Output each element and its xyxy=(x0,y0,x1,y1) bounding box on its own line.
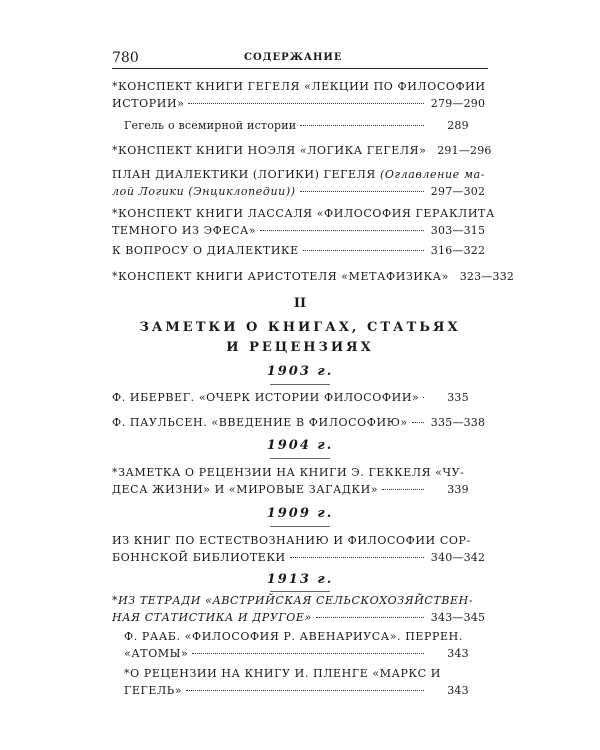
dot-leader xyxy=(303,250,424,251)
toc-entry xyxy=(124,665,488,699)
toc-entry xyxy=(112,268,515,285)
dot-leader xyxy=(423,397,424,398)
entry-last-line xyxy=(112,609,488,626)
entry-line: ГЕГЕЛЬ» xyxy=(124,684,183,697)
entry-pages: 343—345 xyxy=(430,611,486,624)
entry-line: ТЕМНОГО ИЗ ЭФЕСА» xyxy=(112,224,257,237)
section-numeral: II xyxy=(293,296,307,311)
section-title-line-1: ЗАМЕТКИ О КНИГАХ, СТАТЬЯХ xyxy=(139,320,461,335)
divider xyxy=(270,384,330,385)
toc-entry xyxy=(112,532,488,566)
toc-entry xyxy=(112,166,488,200)
dot-leader xyxy=(188,103,424,104)
entry-line: ИЗ КНИГ ПО ЕСТЕСТВОЗНАНИЮ И ФИЛОСОФИИ СОР- xyxy=(112,534,471,547)
toc-entry xyxy=(112,205,495,239)
dot-leader xyxy=(382,489,424,490)
dot-leader xyxy=(260,230,424,231)
entry-last-line xyxy=(112,389,488,406)
entry-last-line xyxy=(124,117,488,134)
entry-line: Ф. РААБ. «ФИЛОСОФИЯ Р. АВЕНАРИУСА». ПЕРРЕН. xyxy=(124,630,463,643)
toc-entry xyxy=(112,78,488,112)
entry-line: ИСТОРИИ» xyxy=(112,97,185,110)
year-heading-1909: 1909 г. xyxy=(266,506,334,521)
year-heading-1903: 1903 г. xyxy=(266,364,334,379)
entry-last-line xyxy=(112,142,492,159)
entry-line: Ф. ПАУЛЬСЕН. «ВВЕДЕНИЕ В ФИЛОСОФИЮ» xyxy=(112,416,408,429)
entry-pages: 303—315 xyxy=(430,224,486,237)
toc-entry xyxy=(112,142,492,159)
entry-line: *ЗАМЕТКА О РЕЦЕНЗИИ НА КНИГИ Э. ГЕККЕЛЯ «ЧУ- xyxy=(112,466,465,479)
toc-entry xyxy=(112,389,488,406)
toc-entry xyxy=(124,117,488,134)
dot-leader xyxy=(412,422,424,423)
entry-line: ДЕСА ЖИЗНИ» И «МИРОВЫЕ ЗАГАДКИ» xyxy=(112,483,379,496)
toc-entry xyxy=(112,464,488,498)
entry-pages: 289 xyxy=(447,119,469,132)
entry-text: ПЛАН ДИАЛЕКТИКИ (ЛОГИКИ) ГЕГЕЛЯ xyxy=(112,168,376,181)
entry-pages: 316—322 xyxy=(430,244,486,257)
header-rule xyxy=(112,68,488,69)
year-heading-1913: 1913 г. xyxy=(266,572,334,587)
entry-line: БОННСКОЙ БИБЛИОТЕКИ xyxy=(112,551,286,564)
entry-pages: 339 xyxy=(447,483,469,496)
entry-pages: 291—296 xyxy=(437,144,492,157)
entry-last-line xyxy=(124,645,488,662)
entry-pages: 335 xyxy=(447,391,469,404)
entry-line: *КОНСПЕКТ КНИГИ НОЭЛЯ «ЛОГИКА ГЕГЕЛЯ» xyxy=(112,144,427,157)
section-title-line-2: И РЕЦЕНЗИЯХ xyxy=(226,340,374,355)
entry-line: *КОНСПЕКТ КНИГИ ЛАССАЛЯ «ФИЛОСОФИЯ ГЕРАКЛИТА xyxy=(112,207,495,220)
entry-line: Ф. ИБЕРВЕГ. «ОЧЕРК ИСТОРИИ ФИЛОСОФИИ» xyxy=(112,391,420,404)
page-number: 780 xyxy=(112,50,139,66)
entry-line: *КОНСПЕКТ КНИГИ АРИСТОТЕЛЯ «МЕТАФИЗИКА» xyxy=(112,270,449,283)
entry-line: лой Логики (Энциклопедии)) xyxy=(112,185,296,198)
toc-entry xyxy=(112,242,488,259)
entry-last-line xyxy=(112,222,488,239)
entry-italic-text: (Оглавление ма- xyxy=(379,168,486,181)
dot-leader xyxy=(186,690,424,691)
entry-pages: 335—338 xyxy=(430,416,486,429)
entry-line: *КОНСПЕКТ КНИГИ ГЕГЕЛЯ «ЛЕКЦИИ ПО ФИЛОСОФИИ xyxy=(112,80,486,93)
entry-line: К ВОПРОСУ О ДИАЛЕКТИКЕ xyxy=(112,244,299,257)
entry-line xyxy=(112,166,488,183)
entry-last-line xyxy=(112,95,488,112)
entry-line: *ИЗ ТЕТРАДИ «АВСТРИЙСКАЯ СЕЛЬСКОХОЗЯЙСТВЕН- xyxy=(112,594,474,607)
dot-leader xyxy=(192,653,424,654)
entry-pages: 343 xyxy=(447,684,469,697)
entry-pages: 279—290 xyxy=(430,97,486,110)
dot-leader xyxy=(300,191,424,192)
entry-last-line xyxy=(112,481,488,498)
entry-pages: 340—342 xyxy=(430,551,486,564)
dot-leader xyxy=(300,125,424,126)
entry-pages: 297—302 xyxy=(430,185,486,198)
year-heading-1904: 1904 г. xyxy=(266,438,334,453)
running-head: СОДЕРЖАНИЕ xyxy=(244,52,343,63)
entry-last-line xyxy=(112,268,515,285)
divider xyxy=(270,458,330,459)
entry-line: «АТОМЫ» xyxy=(124,647,189,660)
entry-pages: 343 xyxy=(447,647,469,660)
entry-last-line xyxy=(112,549,488,566)
entry-line: НАЯ СТАТИСТИКА И ДРУГОЕ» xyxy=(112,611,312,624)
entry-line: Гегель о всемирной истории xyxy=(124,119,297,132)
entry-pages: 323—332 xyxy=(459,270,515,283)
entry-last-line xyxy=(112,414,488,431)
toc-entry xyxy=(112,592,488,626)
entry-last-line xyxy=(112,183,488,200)
entry-line: *О РЕЦЕНЗИИ НА КНИГУ И. ПЛЕНГЕ «МАРКС И xyxy=(124,667,441,680)
toc-entry xyxy=(112,414,488,431)
dot-leader xyxy=(316,617,424,618)
divider xyxy=(270,526,330,527)
toc-entry xyxy=(124,628,488,662)
entry-last-line xyxy=(124,682,488,699)
dot-leader xyxy=(290,557,424,558)
entry-last-line xyxy=(112,242,488,259)
